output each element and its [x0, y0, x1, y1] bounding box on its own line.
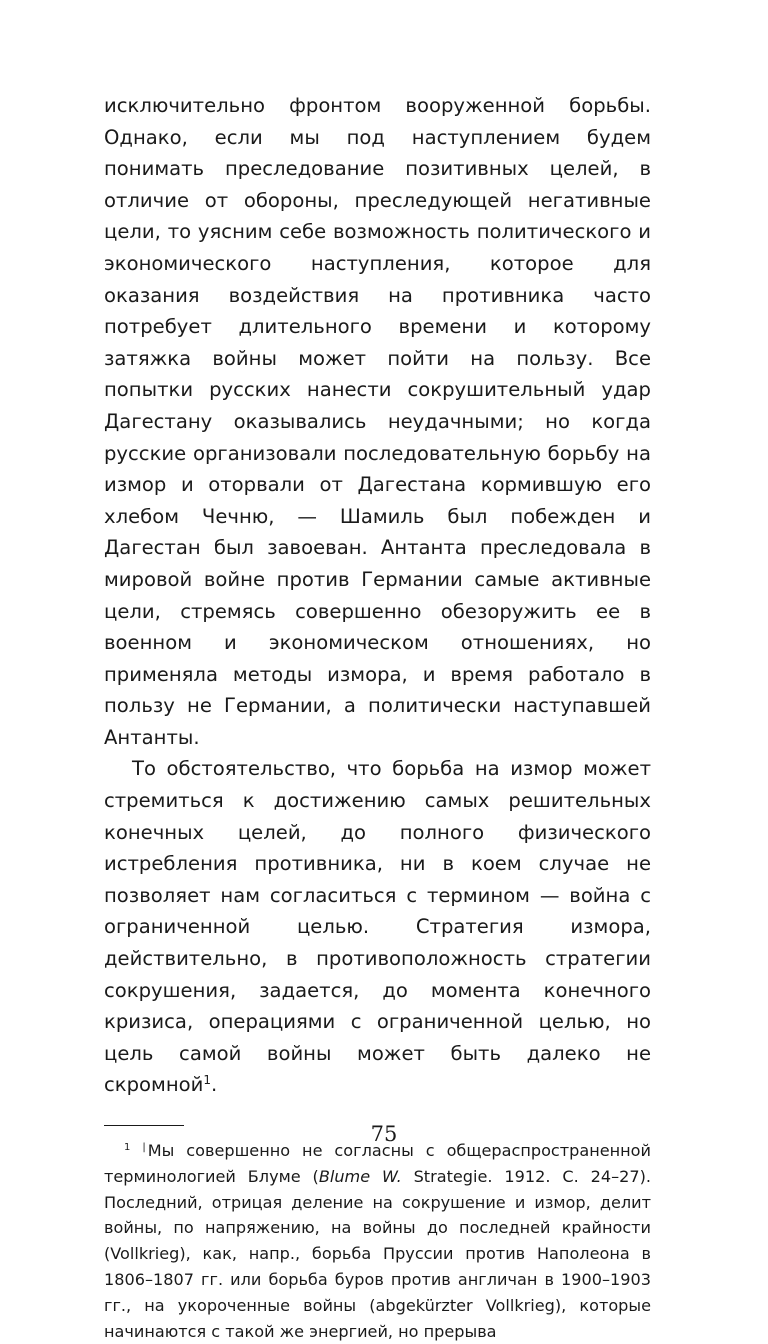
main-text: [104, 90, 651, 1101]
footnote-text-rest: Strategie. 1912. С. 24–27). Последний, отрицая деление на сокрушение и измор, делит войны, по напряжению, на войны до последней крайности (Vollkrieg), как, напр., борьба Пруссии против Наполеона в 1806–1807 гг. или борьба буров против англичан в 1900–1903 гг., на укороченные войны (abgekürzter Vollkrieg), которые начинаются с такой же энергией, но прерыва: [104, 1166, 651, 1341]
page-number: 75: [370, 1122, 398, 1146]
footnote-text-start: Мы совершенно не согласны с общераспространенной терминологией Блуме (: [104, 1141, 651, 1186]
paragraph-2: [104, 753, 651, 1101]
page-content: [104, 90, 651, 1344]
footnote-mark: 1: [124, 1142, 131, 1153]
footnote-reference[interactable]: 1: [203, 1073, 211, 1088]
footnote-1: [104, 1138, 651, 1344]
paragraph-2-end: .: [211, 1073, 218, 1097]
footnote-author-italic: Blume W.: [318, 1166, 402, 1186]
paragraph-2-text: То обстоятельство, что борьба на измор может стремиться к достижению самых решительных конечных целей, до полного физического истребления противника, ни в коем случае не позволяет нам согласиться с термином — война с ограниченной целью. Стратегия измора, действительно, в противоположность стратегии сокрушения, задается, до момента конечного кризиса, операциями с ограниченной целью, но цель самой войны может быть далеко не скромной: [104, 757, 651, 1097]
footnote-mark-bar: |: [142, 1142, 146, 1153]
paragraph-1: исключительно фронтом вооруженной борьбы. Однако, если мы под наступлением будем понимать преследование позитивных целей, в отличие от обороны, преследующей негативные цели, то уясним себе возможность политического и экономического наступления, которое для оказания воздействия на противника часто потребует длительного времени и которому затяжка войны может пойти на пользу. Все попытки русских нанести сокрушительный удар Дагестану оказывались неудачными; но когда русские организовали последовательную борьбу на измор и оторвали от Дагестана кормившую его хлебом Чечню, — Шамиль был побежден и Дагестан был завоеван. Антанта преследовала в мировой войне против Германии самые активные цели, стремясь совершенно обезоружить ее в военном и экономическом отношениях, но применяла методы измора, и время работало в пользу не Германии, а политически наступавшей Антанты.: [104, 94, 651, 749]
